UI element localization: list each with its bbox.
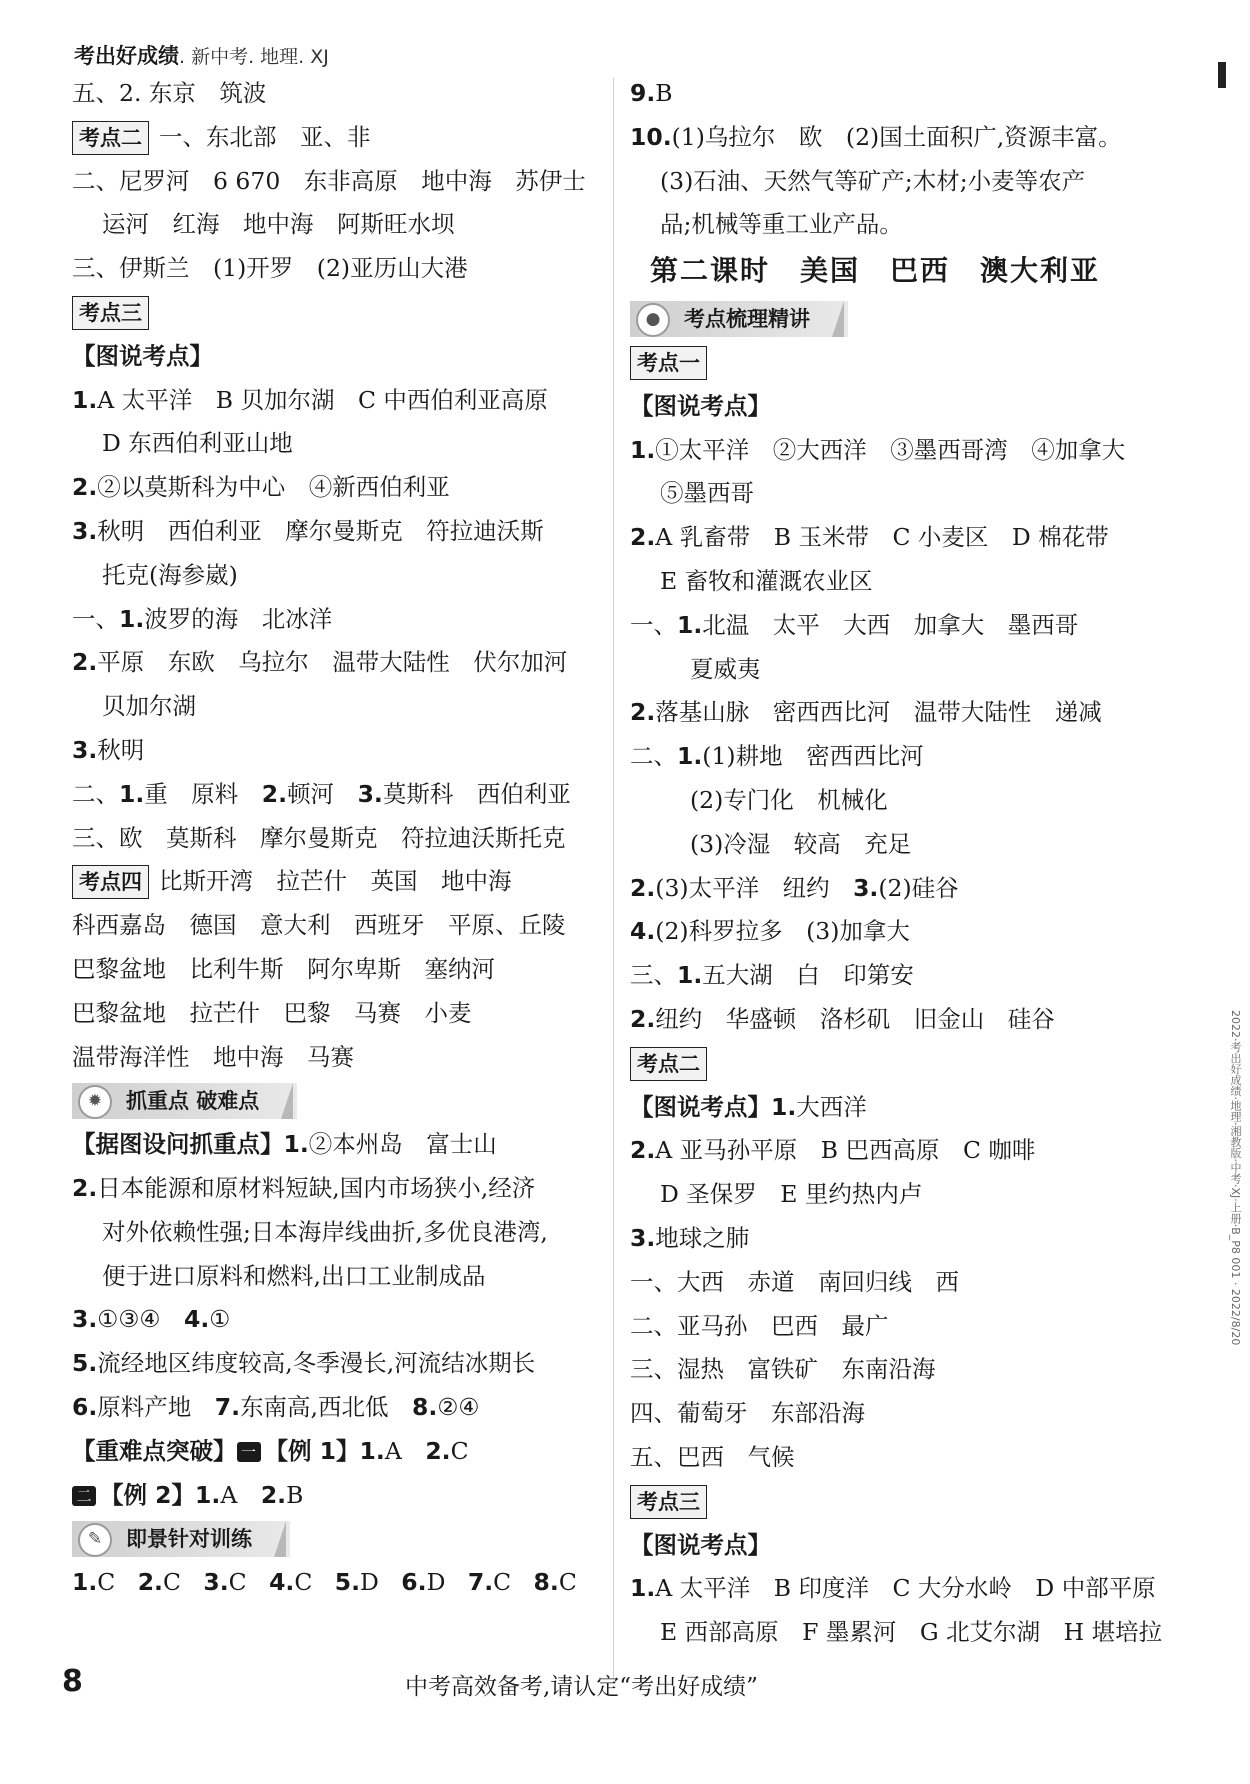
answer-line xyxy=(72,1474,602,1518)
item-number: 1. xyxy=(677,742,703,771)
answer-text: C xyxy=(162,1568,181,1597)
answer-text: (1)乌拉尔 欧 (2)国土面积广,资源丰富。 xyxy=(671,122,1122,151)
item-number: 2. xyxy=(425,1436,451,1465)
answer-line xyxy=(630,1129,1190,1173)
answer-text: 原料产地 xyxy=(97,1392,215,1421)
answer-line: (3)石油、天然气等矿产;木材;小麦等农产 xyxy=(660,166,1086,195)
answer-line: 五、2. 东京 筑波 xyxy=(72,79,267,107)
banner-row xyxy=(630,297,1190,341)
answer-line xyxy=(630,867,1190,911)
answer-text: A 太平洋 B 贝加尔湖 C 中西伯利亚高原 xyxy=(97,385,548,414)
group-prefix: 二、 xyxy=(72,779,119,808)
left-column xyxy=(72,72,602,1605)
item-number: 7. xyxy=(467,1568,494,1597)
answer-text: C xyxy=(97,1568,116,1597)
answer-line xyxy=(72,729,602,773)
section-row xyxy=(72,860,602,904)
answer-line xyxy=(630,1217,1190,1261)
subsection-heading: 【重难点突破】 xyxy=(72,1436,237,1465)
answer-text: D xyxy=(360,1568,379,1597)
answer-line: 便于进口原料和燃料,出口工业制成品 xyxy=(102,1261,486,1290)
answer-text: 比斯开湾 拉芒什 英国 地中海 xyxy=(159,867,512,896)
item-number: 3. xyxy=(853,873,879,902)
answer-line xyxy=(72,379,602,423)
banner-row xyxy=(72,1079,602,1123)
answer-line: 一、大西 赤道 南回归线 西 xyxy=(630,1267,959,1296)
answer-line xyxy=(630,735,1190,779)
answer-line xyxy=(72,1167,602,1211)
section-row xyxy=(630,1042,1190,1086)
item-number: 8. xyxy=(412,1392,438,1421)
answer-text: 东南高,西北低 xyxy=(240,1392,413,1421)
answer-text: 秋明 西伯利亚 摩尔曼斯克 符拉迪沃斯 xyxy=(97,516,544,545)
item-number: 3. xyxy=(357,779,383,808)
section-label: 考点二 xyxy=(630,1047,707,1081)
banner-title: 抓重点 破难点 xyxy=(126,1089,260,1114)
header-subtitle: . 新中考. 地理. XJ xyxy=(179,46,329,68)
answer-line xyxy=(72,510,602,554)
item-number: 2. xyxy=(630,1004,656,1033)
answer-text: ②以莫斯科为中心 ④新西伯利亚 xyxy=(97,473,450,502)
section-label: 考点四 xyxy=(72,865,149,899)
answer-text: 地球之肺 xyxy=(655,1223,750,1252)
item-number: 4. xyxy=(183,1305,210,1334)
item-number: 1. xyxy=(359,1436,385,1465)
answer-text: A 乳畜带 B 玉米带 C 小麦区 D 棉花带 xyxy=(655,523,1109,552)
answer-text: 五大湖 白 印第安 xyxy=(702,961,914,990)
answer-line: 温带海洋性 地中海 马赛 xyxy=(72,1042,354,1071)
answer-line xyxy=(72,466,602,510)
item-number: 2. xyxy=(72,473,98,502)
answer-line xyxy=(72,1561,602,1605)
running-header xyxy=(74,40,329,70)
answer-line: E 畜牧和灌溉农业区 xyxy=(660,566,873,595)
answer-text: A xyxy=(384,1436,426,1465)
answer-text: 大西洋 xyxy=(796,1092,867,1121)
group-prefix: 三、 xyxy=(630,961,677,990)
item-number: 6. xyxy=(72,1392,98,1421)
answer-text: ①③④ xyxy=(97,1305,184,1334)
answer-line: E 西部高原 F 墨累河 G 北艾尔湖 H 堪培拉 xyxy=(660,1618,1163,1647)
answer-line: ⑤墨西哥 xyxy=(660,479,754,508)
answer-line: 对外依赖性强;日本海岸线曲折,多优良港湾, xyxy=(102,1217,548,1246)
answer-text: 重 原料 xyxy=(144,779,262,808)
microphone-icon: ● xyxy=(636,303,670,337)
answer-text: 纽约 华盛顿 洛杉矶 旧金山 硅谷 xyxy=(655,1004,1055,1033)
item-number: 3. xyxy=(630,1223,656,1252)
item-number: 2. xyxy=(261,779,288,808)
item-number: 1. xyxy=(195,1480,221,1509)
answer-line: 品;机械等重工业产品。 xyxy=(660,210,903,239)
answer-line xyxy=(72,1123,602,1167)
answer-text: (2)科罗拉多 (3)加拿大 xyxy=(655,917,910,946)
item-number: 7. xyxy=(214,1392,241,1421)
answer-text: A 亚马孙平原 B 巴西高原 C 咖啡 xyxy=(655,1136,1036,1165)
badge-icon: 一 xyxy=(237,1442,261,1462)
item-number: 3. xyxy=(203,1568,229,1597)
answer-line xyxy=(630,954,1190,998)
item-number: 2. xyxy=(630,698,656,727)
answer-text: ① xyxy=(209,1305,231,1334)
answer-line: 巴黎盆地 拉芒什 巴黎 马赛 小麦 xyxy=(72,998,472,1027)
banner-row xyxy=(72,1517,602,1561)
answer-text: 落基山脉 密西西比河 温带大陆性 递减 xyxy=(655,698,1102,727)
section-row xyxy=(72,116,602,160)
answer-line xyxy=(630,429,1190,473)
item-number: 1. xyxy=(119,779,145,808)
item-number: 2. xyxy=(72,648,98,677)
answer-line xyxy=(630,998,1190,1042)
example-label: 【例 1】 xyxy=(264,1436,360,1465)
answer-text: 秋明 xyxy=(97,735,145,764)
answer-text: C xyxy=(228,1568,247,1597)
subsection-heading: 【图说考点】 xyxy=(72,341,213,370)
answer-line xyxy=(630,1567,1190,1611)
section-banner xyxy=(72,1521,290,1557)
footer-slogan: 中考高效备考,请认定“考出好成绩” xyxy=(405,1674,758,1700)
section-label: 考点三 xyxy=(630,1485,707,1519)
answer-line: 二、尼罗河 6 670 东非高原 地中海 苏伊士 xyxy=(72,166,586,195)
item-number: 8. xyxy=(533,1568,559,1597)
answer-line xyxy=(72,773,602,817)
answer-line: 贝加尔湖 xyxy=(102,692,196,721)
answer-line: 运河 红海 地中海 阿斯旺水坝 xyxy=(102,210,455,239)
item-number: 5. xyxy=(334,1568,361,1597)
answer-line: D 圣保罗 E 里约热内卢 xyxy=(660,1180,923,1209)
item-number: 3. xyxy=(72,735,98,764)
answer-line xyxy=(72,1386,602,1430)
answer-line: 夏威夷 xyxy=(690,654,761,683)
item-number: 9. xyxy=(630,79,656,107)
answer-line xyxy=(72,1430,602,1474)
item-number: 1. xyxy=(72,1568,98,1597)
answer-line xyxy=(72,641,602,685)
banner-tail xyxy=(281,1083,293,1119)
item-number: 2. xyxy=(630,523,656,552)
brand-name: 考出好成绩 xyxy=(74,44,179,68)
answer-text: 平原 东欧 乌拉尔 温带大陆性 伏尔加河 xyxy=(97,648,568,677)
answer-line xyxy=(72,1298,602,1342)
item-number: 2. xyxy=(630,873,656,902)
subsection-heading: 【据图设问抓重点】 xyxy=(72,1130,284,1159)
item-number: 2. xyxy=(137,1568,163,1597)
answer-line: 科西嘉岛 德国 意大利 西班牙 平原、丘陵 xyxy=(72,911,566,940)
answer-text: C xyxy=(558,1568,577,1597)
badge-icon: 二 xyxy=(72,1486,96,1506)
answer-line: 巴黎盆地 比利牛斯 阿尔卑斯 塞纳河 xyxy=(72,954,495,983)
answer-text: 一、东北部 亚、非 xyxy=(159,122,371,151)
answer-line: 二、亚马孙 巴西 最广 xyxy=(630,1311,889,1340)
answer-text: C xyxy=(294,1568,313,1597)
answer-line xyxy=(630,604,1190,648)
item-number: 1. xyxy=(630,1574,656,1603)
answer-line xyxy=(630,910,1190,954)
item-number: 4. xyxy=(269,1568,295,1597)
answer-text: B xyxy=(655,79,673,107)
item-number: 3. xyxy=(72,1305,98,1334)
lesson-title: 第二课时 美国 巴西 澳大利亚 xyxy=(650,254,1101,288)
answer-line xyxy=(630,116,1190,160)
answer-text: D xyxy=(426,1568,446,1597)
answer-text: 波罗的海 北冰洋 xyxy=(144,604,333,633)
group-prefix: 一、 xyxy=(630,610,677,639)
answer-line xyxy=(630,516,1190,560)
item-number: 1. xyxy=(677,961,703,990)
item-number: 1. xyxy=(72,385,98,414)
group-prefix: 二、 xyxy=(630,742,677,771)
answer-text: (3)太平洋 纽约 xyxy=(655,873,854,902)
answer-text: 日本能源和原材料短缺,国内市场狭小,经济 xyxy=(97,1173,536,1202)
answer-line xyxy=(630,72,1190,116)
example-label: 【例 2】 xyxy=(100,1480,196,1509)
answer-text: ②④ xyxy=(437,1392,480,1421)
page-number: 8 xyxy=(62,1664,83,1699)
subsection-heading: 【图说考点】 xyxy=(630,1092,771,1121)
answer-text: 流经地区纬度较高,冬季漫长,河流结冰期长 xyxy=(97,1349,536,1378)
subsection-heading: 【图说考点】 xyxy=(630,391,771,420)
item-number: 3. xyxy=(72,516,98,545)
item-number: 10. xyxy=(630,122,672,151)
section-label: 考点一 xyxy=(630,346,707,380)
column-divider xyxy=(613,78,614,1678)
answer-text: (1)耕地 密西西比河 xyxy=(702,742,924,771)
answer-line: 四、葡萄牙 东部沿海 xyxy=(630,1399,865,1428)
pencil-icon: ✎ xyxy=(78,1523,112,1557)
item-number: 2. xyxy=(630,1136,656,1165)
answer-line: 三、湿热 富铁矿 东南沿海 xyxy=(630,1355,936,1384)
answer-text: C xyxy=(493,1568,512,1597)
answer-line xyxy=(630,1086,1190,1130)
item-number: 1. xyxy=(630,435,656,464)
answer-text: A xyxy=(220,1480,261,1509)
print-code: 2022·考出好成绩·地理·湘教版·中考·XJ·上册·B_P8 001 · 2022/8/20 xyxy=(1229,1010,1242,1346)
answer-line: 三、欧 莫斯科 摩尔曼斯克 符拉迪沃斯托克 xyxy=(72,823,566,852)
answer-text: C xyxy=(450,1436,469,1465)
answer-line: 三、伊斯兰 (1)开罗 (2)亚历山大港 xyxy=(72,254,468,283)
item-number: 5. xyxy=(72,1349,98,1378)
answer-line: 五、巴西 气候 xyxy=(630,1442,795,1471)
section-label: 考点二 xyxy=(72,121,149,155)
section-row xyxy=(630,1480,1190,1524)
edge-marker xyxy=(1218,62,1226,88)
item-number: 2. xyxy=(260,1480,287,1509)
group-prefix: 一、 xyxy=(72,604,119,633)
answer-line xyxy=(72,1342,602,1386)
answer-text: B xyxy=(286,1480,304,1509)
item-number: 1. xyxy=(677,610,703,639)
banner-title: 即景针对训练 xyxy=(126,1527,252,1552)
answer-text: A 太平洋 B 印度洋 C 大分水岭 D 中部平原 xyxy=(655,1574,1156,1603)
answer-text: 北温 太平 大西 加拿大 墨西哥 xyxy=(702,610,1079,639)
answer-text: 莫斯科 西伯利亚 xyxy=(382,779,571,808)
item-number: 1. xyxy=(119,604,145,633)
item-number: 6. xyxy=(401,1568,427,1597)
answer-text: ①太平洋 ②大西洋 ③墨西哥湾 ④加拿大 xyxy=(655,435,1126,464)
answer-line: D 东西伯利亚山地 xyxy=(102,429,293,458)
answer-line: 托克(海参崴) xyxy=(102,560,238,589)
section-row xyxy=(72,291,602,335)
section-banner xyxy=(72,1083,297,1119)
item-number: 1. xyxy=(283,1130,309,1159)
answer-text: ②本州岛 富士山 xyxy=(308,1130,497,1159)
item-number: 4. xyxy=(630,917,656,946)
banner-tail xyxy=(274,1521,286,1557)
banner-title: 考点梳理精讲 xyxy=(684,307,810,332)
section-row xyxy=(630,341,1190,385)
section-label: 考点三 xyxy=(72,296,149,330)
answer-text: (2)硅谷 xyxy=(878,873,959,902)
answer-line: (3)冷湿 较高 充足 xyxy=(690,829,912,858)
right-column xyxy=(630,72,1190,1655)
item-number: 2. xyxy=(72,1173,98,1202)
answer-line xyxy=(630,691,1190,735)
answer-text: 顿河 xyxy=(287,779,358,808)
answer-line xyxy=(72,598,602,642)
answer-line: (2)专门化 机械化 xyxy=(690,785,888,814)
section-banner xyxy=(630,301,848,337)
item-number: 1. xyxy=(771,1092,797,1121)
subsection-heading: 【图说考点】 xyxy=(630,1530,771,1559)
lightbulb-icon: ✹ xyxy=(78,1085,112,1119)
banner-tail xyxy=(832,301,844,337)
